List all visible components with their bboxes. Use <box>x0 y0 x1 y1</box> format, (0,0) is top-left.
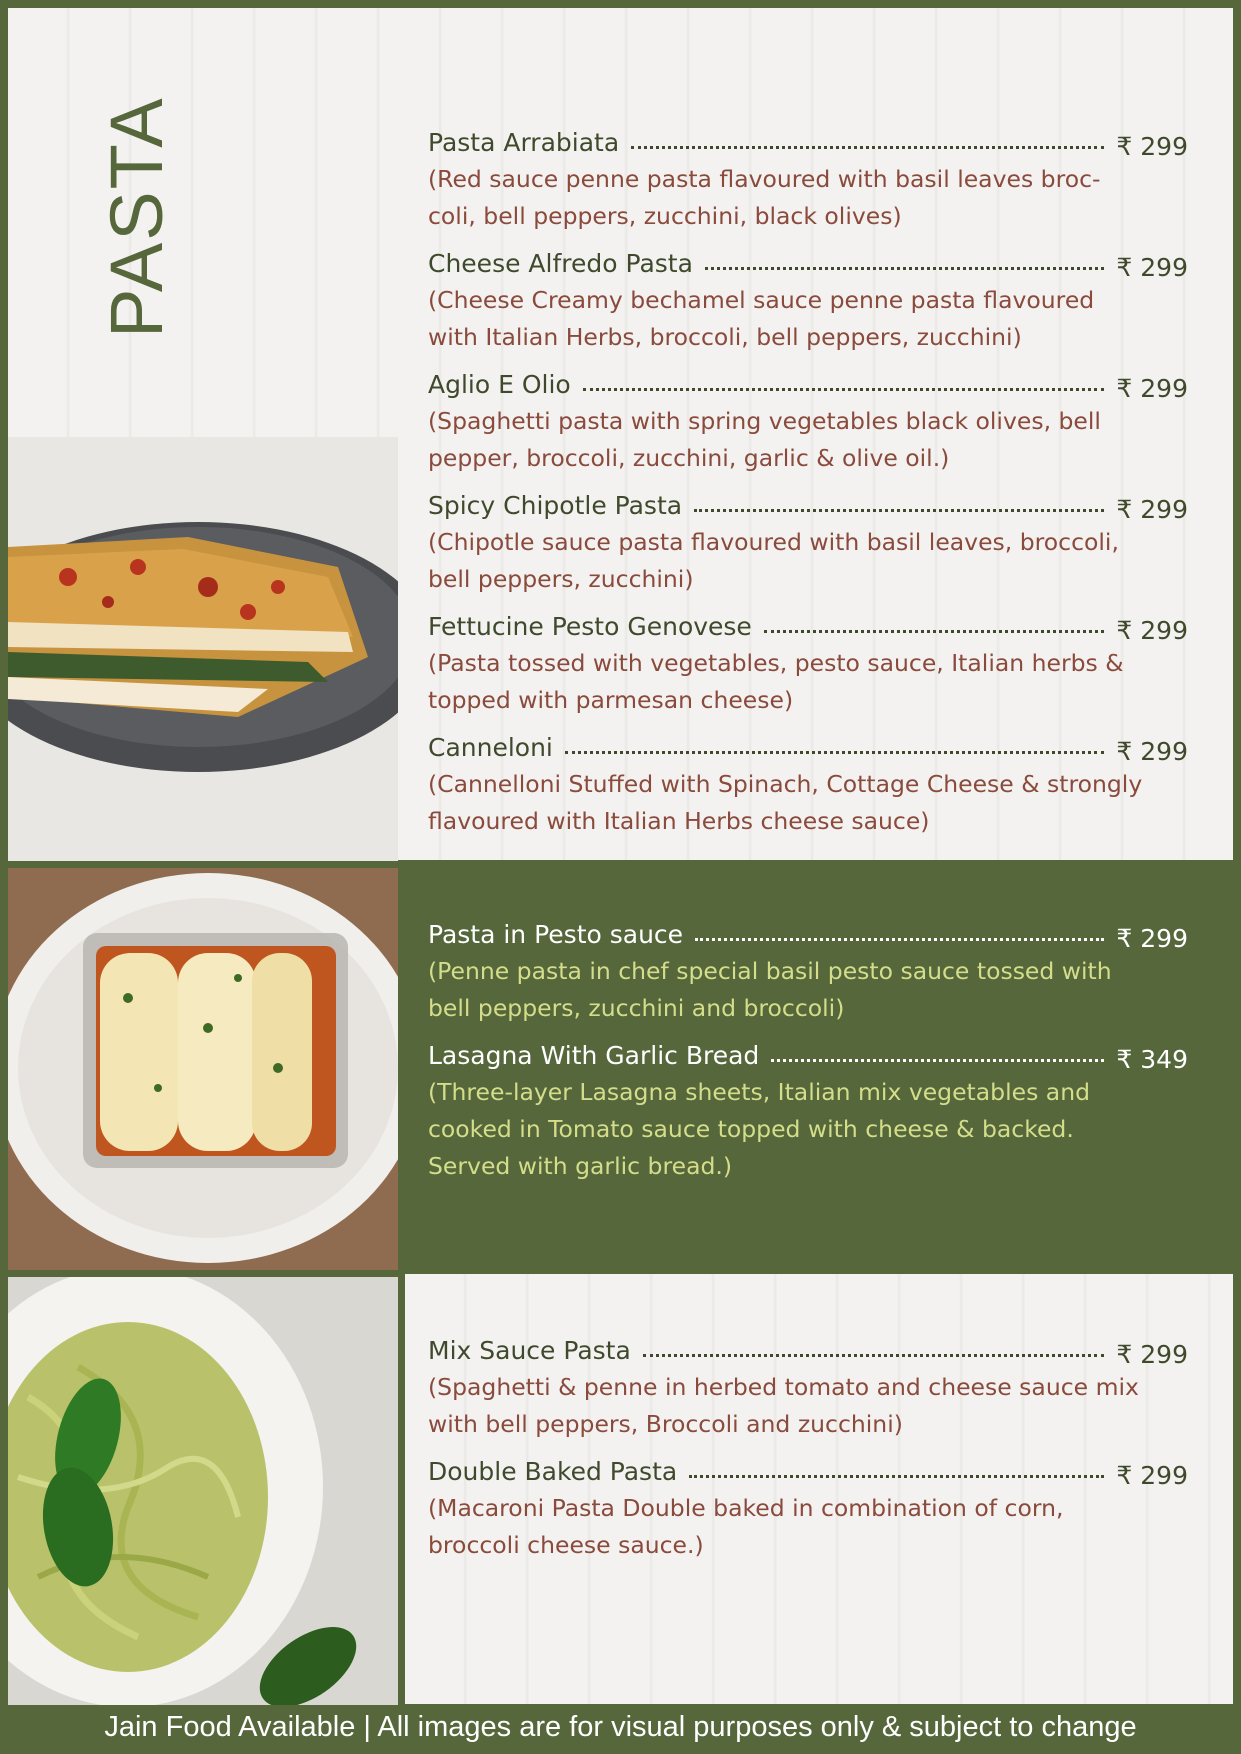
menu-item-name: Lasagna With Garlic Bread <box>428 1041 760 1070</box>
menu-item-name: Cheese Alfredo Pasta <box>428 249 693 278</box>
page-title: PASTA <box>95 96 178 338</box>
menu-item <box>428 249 1188 356</box>
menu-item-name: Double Baked Pasta <box>428 1457 678 1486</box>
menu-item-description: (Three-layer Lasagna sheets, Italian mix vegetables and cooked in Tomato sauce topped with cheese & backed. Served with garlic bread.) <box>428 1078 1091 1180</box>
leader-dots <box>694 509 1104 512</box>
menu-item-price: ₹ 299 <box>1116 924 1188 953</box>
menu-item-price: ₹ 299 <box>1116 1461 1188 1490</box>
menu-item-price: ₹ 349 <box>1116 1045 1188 1074</box>
menu-item <box>428 370 1188 477</box>
menu-section-2 <box>428 920 1188 1199</box>
leader-dots <box>705 267 1104 270</box>
lasagna-photo <box>8 437 398 861</box>
menu-item-price: ₹ 299 <box>1116 616 1188 645</box>
menu-item-price: ₹ 299 <box>1116 737 1188 766</box>
menu-item-name: Mix Sauce Pasta <box>428 1336 631 1365</box>
menu-item <box>428 1457 1188 1564</box>
leader-dots <box>764 630 1104 633</box>
menu-item-name: Fettucine Pesto Genovese <box>428 612 752 641</box>
menu-item-description: (Spaghetti & penne in herbed tomato and cheese sauce mix with bell peppers, Broccoli and zucchini) <box>428 1373 1139 1438</box>
leader-dots <box>771 1059 1104 1062</box>
leader-dots <box>583 388 1104 391</box>
leader-dots <box>695 938 1104 941</box>
menu-item-description: (Chipotle sauce pasta flavoured with basil leaves, broccoli, bell peppers, zucchini) <box>428 528 1119 593</box>
menu-item-description: (Spaghetti pasta with spring vegetables black olives, bell pepper, broccoli, zucchini, garlic & olive oil.) <box>428 407 1101 472</box>
menu-item <box>428 128 1188 235</box>
leader-dots <box>631 146 1104 149</box>
menu-item-name: Aglio E Olio <box>428 370 571 399</box>
menu-item-name: Canneloni <box>428 733 553 762</box>
leader-dots <box>643 1354 1104 1357</box>
menu-item-price: ₹ 299 <box>1116 495 1188 524</box>
menu-item <box>428 491 1188 598</box>
menu-item-description: (Cannelloni Stuffed with Spinach, Cottage Cheese & strongly flavoured with Italian Herbs cheese sauce) <box>428 770 1143 835</box>
menu-item <box>428 733 1188 840</box>
menu-item <box>428 1041 1188 1185</box>
menu-item-description: (Macaroni Pasta Double baked in combination of corn, broccoli cheese sauce.) <box>428 1494 1064 1559</box>
menu-item-price: ₹ 299 <box>1116 253 1188 282</box>
menu-item-price: ₹ 299 <box>1116 132 1188 161</box>
leader-dots <box>689 1475 1104 1478</box>
menu-item <box>428 612 1188 719</box>
menu-item-name: Spicy Chipotle Pasta <box>428 491 683 520</box>
menu-item-price: ₹ 299 <box>1116 374 1188 403</box>
pesto-spaghetti-photo <box>8 1277 398 1705</box>
menu-section-3 <box>428 1336 1188 1578</box>
menu-item-description: (Red sauce penne pasta flavoured with basil leaves broc-coli, bell peppers, zucchini, black olives) <box>428 165 1101 230</box>
menu-item-price: ₹ 299 <box>1116 1340 1188 1369</box>
menu-item-description: (Cheese Creamy bechamel sauce penne pasta flavoured with Italian Herbs, broccoli, bell peppers, zucchini) <box>428 286 1095 351</box>
menu-section-1 <box>428 128 1188 854</box>
menu-item-description: (Pasta tossed with vegetables, pesto sauce, Italian herbs & topped with parmesan cheese) <box>428 649 1124 714</box>
baked-cannelloni-photo <box>8 868 398 1270</box>
menu-item-name: Pasta in Pesto sauce <box>428 920 684 949</box>
menu-item <box>428 1336 1188 1443</box>
menu-item <box>428 920 1188 1027</box>
leader-dots <box>565 751 1104 754</box>
menu-item-description: (Penne pasta in chef special basil pesto sauce tossed with bell peppers, zucchini and broccoli) <box>428 957 1112 1022</box>
footer-disclaimer: Jain Food Available | All images are for visual purposes only & subject to change <box>104 1711 1137 1743</box>
menu-item-name: Pasta Arrabiata <box>428 128 620 157</box>
